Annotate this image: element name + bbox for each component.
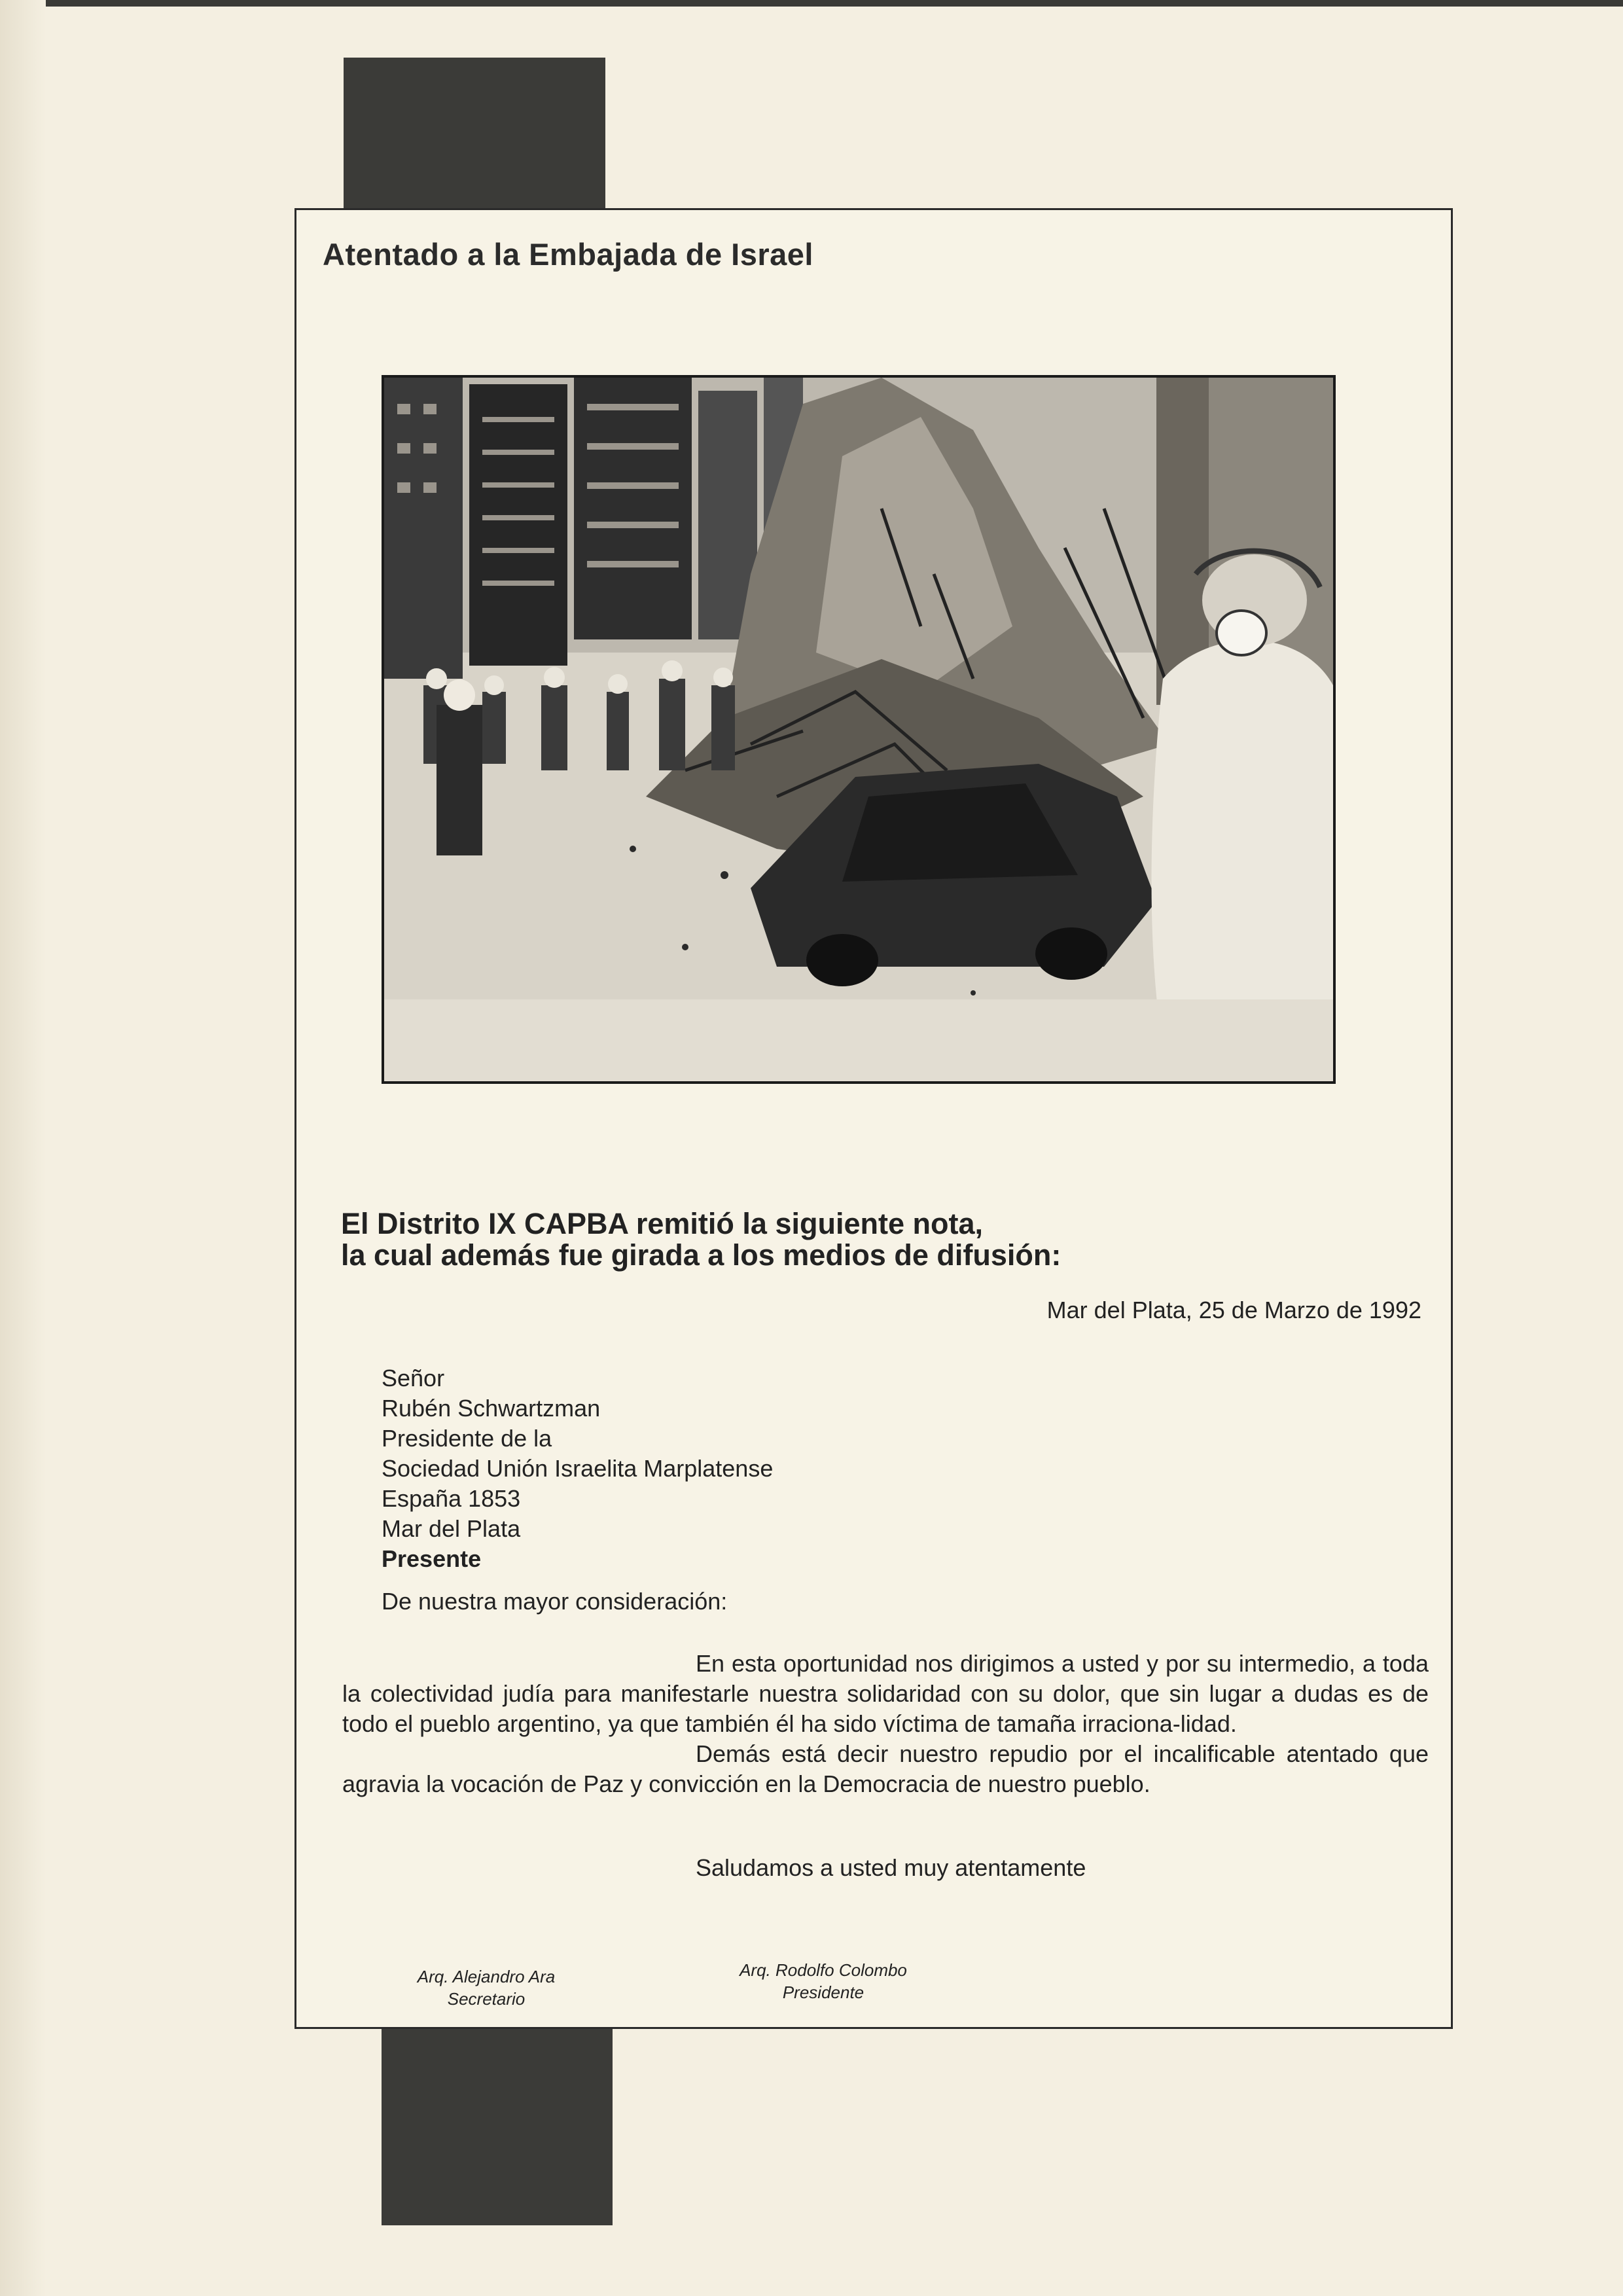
article-title: Atentado a la Embajada de Israel <box>323 237 813 272</box>
letter-paragraph-1: En esta oportunidad nos dirigimos a usted y por su intermedio, a toda la colectividad judía para manifestarle nuestra solidaridad con su dolor, que sin lugar a dudas es de todo el pueblo argentino, ya que también él ha sido víctima de tamaña irraciona-lidad. <box>342 1650 1429 1737</box>
article-box <box>294 208 1453 2029</box>
recipient-address <box>382 1363 773 1574</box>
letter-date: Mar del Plata, 25 de Marzo de 1992 <box>1046 1297 1421 1323</box>
recipient-street: España 1853 <box>382 1485 521 1512</box>
recipient-salutation: Señor <box>382 1365 445 1391</box>
signature-secretary <box>395 1965 578 2010</box>
decorative-band-bottom <box>382 2029 613 2225</box>
note-heading-line-1: El Distrito IX CAPBA remitió la siguiente nota, <box>341 1207 983 1240</box>
recipient-organization: Sociedad Unión Israelita Marplatense <box>382 1455 774 1482</box>
letter-paragraph-2: Demás está decir nuestro repudio por el incalificable atentado que agravia la vocación de Paz y convicción en la Democracia de nuestro pueblo. <box>342 1740 1429 1797</box>
note-heading-line-2: la cual además fue girada a los medios de difusión: <box>341 1238 1061 1272</box>
recipient-presente: Presente <box>382 1545 482 1572</box>
decorative-band-top <box>344 58 605 215</box>
news-photo <box>382 375 1336 1084</box>
recipient-title: Presidente de la <box>382 1425 552 1452</box>
signature-name: Arq. Rodolfo Colombo <box>740 1960 907 1980</box>
letter-body <box>342 1649 1429 1799</box>
signature-president <box>715 1959 931 2003</box>
note-heading <box>341 1208 1323 1271</box>
signature-role: Presidente <box>782 1982 865 2002</box>
letter-closing: Saludamos a usted muy atentamente <box>696 1854 1086 1881</box>
top-edge-rule <box>0 0 1623 7</box>
recipient-name: Rubén Schwartzman <box>382 1395 601 1422</box>
rubble-scene-image <box>384 378 1333 1081</box>
signature-name: Arq. Alejandro Ara <box>417 1967 556 1986</box>
letter-greeting: De nuestra mayor consideración: <box>382 1588 728 1615</box>
signature-role: Secretario <box>447 1989 526 2009</box>
page-binding-edge <box>0 0 46 2296</box>
recipient-city: Mar del Plata <box>382 1515 521 1542</box>
